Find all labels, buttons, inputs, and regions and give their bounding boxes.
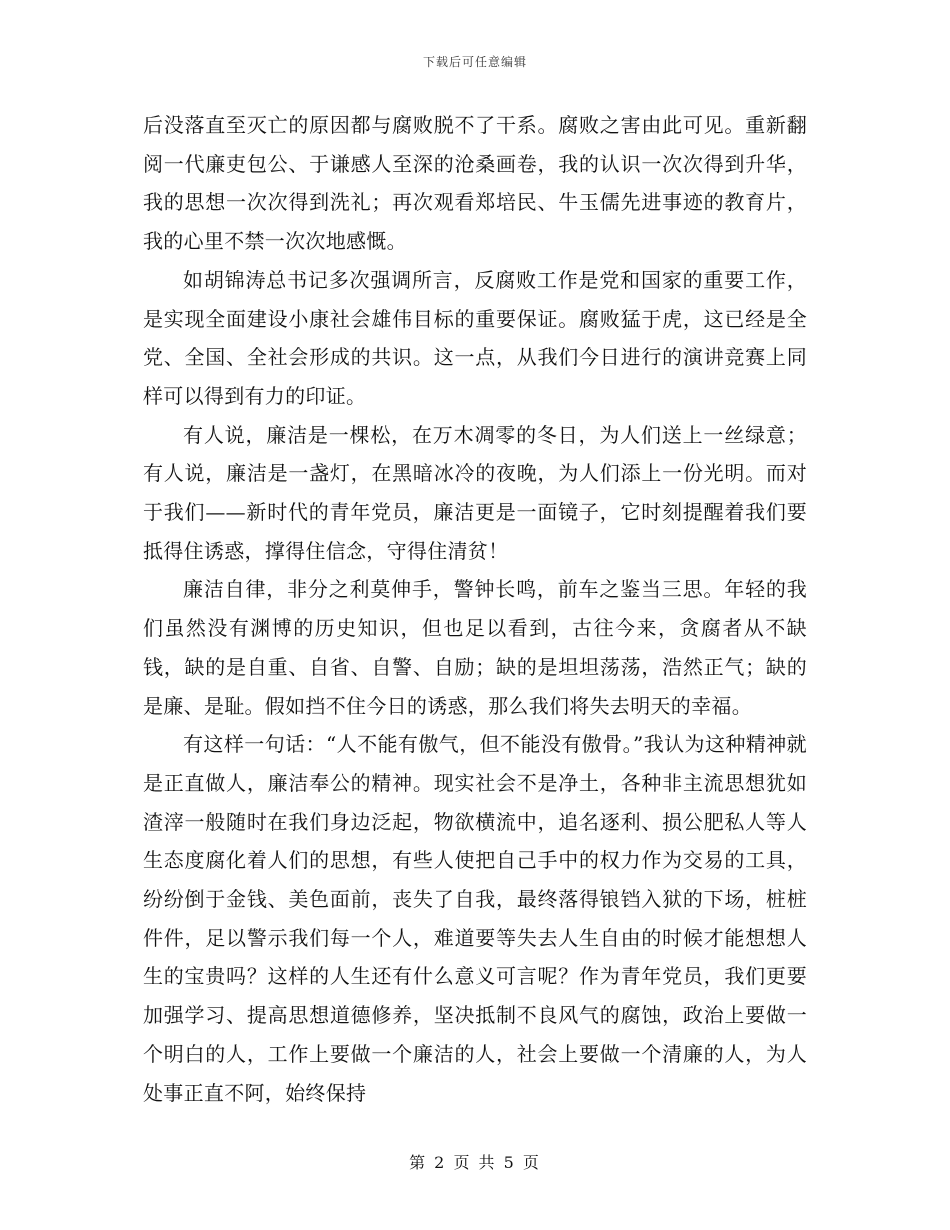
document-body [143,106,807,1112]
paragraph: 有人说，廉洁是一棵松，在万木凋零的冬日，为人们送上一丝绿意；有人说，廉洁是一盏灯，在黑暗冰冷的夜晚，为人们添上一份光明。而对于我们——新时代的青年党员，廉洁更是一面镜子，它时刻提醒着我们要抵得住诱惑，撑得住信念，守得住清贫！ [143,422,807,563]
paragraph: 如胡锦涛总书记多次强调所言，反腐败工作是党和国家的重要工作，是实现全面建设小康社会雄伟目标的重要保证。腐败猛于虎，这已经是全党、全国、全社会形成的共识。这一点，从我们今日进行的演讲竞赛上同样可以得到有力的印证。 [143,267,807,408]
page-header: 下载后可任意编辑 [422,55,527,69]
page-number-footer: 第 2 页 共 5 页 [409,1153,541,1172]
paragraph-continued: 后没落直至灭亡的原因都与腐败脱不了干系。腐败之害由此可见。重新翻阅一代廉吏包公、于谦感人至深的沧桑画卷，我的认识一次次得到升华，我的思想一次次得到洗礼；再次观看郑培民、牛玉儒先进事迹的教育片，我的心里不禁一次次地感慨。 [143,113,807,254]
paragraph: 有这样一句话：“人不能有傲气，但不能没有傲骨。”我认为这种精神就是正直做人，廉洁奉公的精神。现实社会不是净土，各种非主流思想犹如渣滓一般随时在我们身边泛起，物欲横流中，追名逐利、损公肥私人等人生态度腐化着人们的思想，有些人使把自己手中的权力作为交易的工具，纷纷倒于金钱、美色面前，丧失了自我，最终落得锒铛入狱的下场，桩桩件件，足以警示我们每一个人，难道要等失去人生自由的时候才能想想人生的宝贵吗？这样的人生还有什么意义可言呢？作为青年党员，我们更要加强学习、提高思想道德修养，坚决抵制不良风气的腐蚀，政治上要做一个明白的人，工作上要做一个廉洁的人，社会上要做一个清廉的人，为人处事正直不阿，始终保持 [143,732,807,1105]
paragraph: 廉洁自律，非分之利莫伸手，警钟长鸣，前车之鉴当三思。年轻的我们虽然没有渊博的历史知识，但也足以看到，古往今来，贪腐者从不缺钱，缺的是自重、自省、自警、自励；缺的是坦坦荡荡，浩然正气；缺的是廉、是耻。假如挡不住今日的诱惑，那么我们将失去明天的幸福。 [143,577,807,718]
